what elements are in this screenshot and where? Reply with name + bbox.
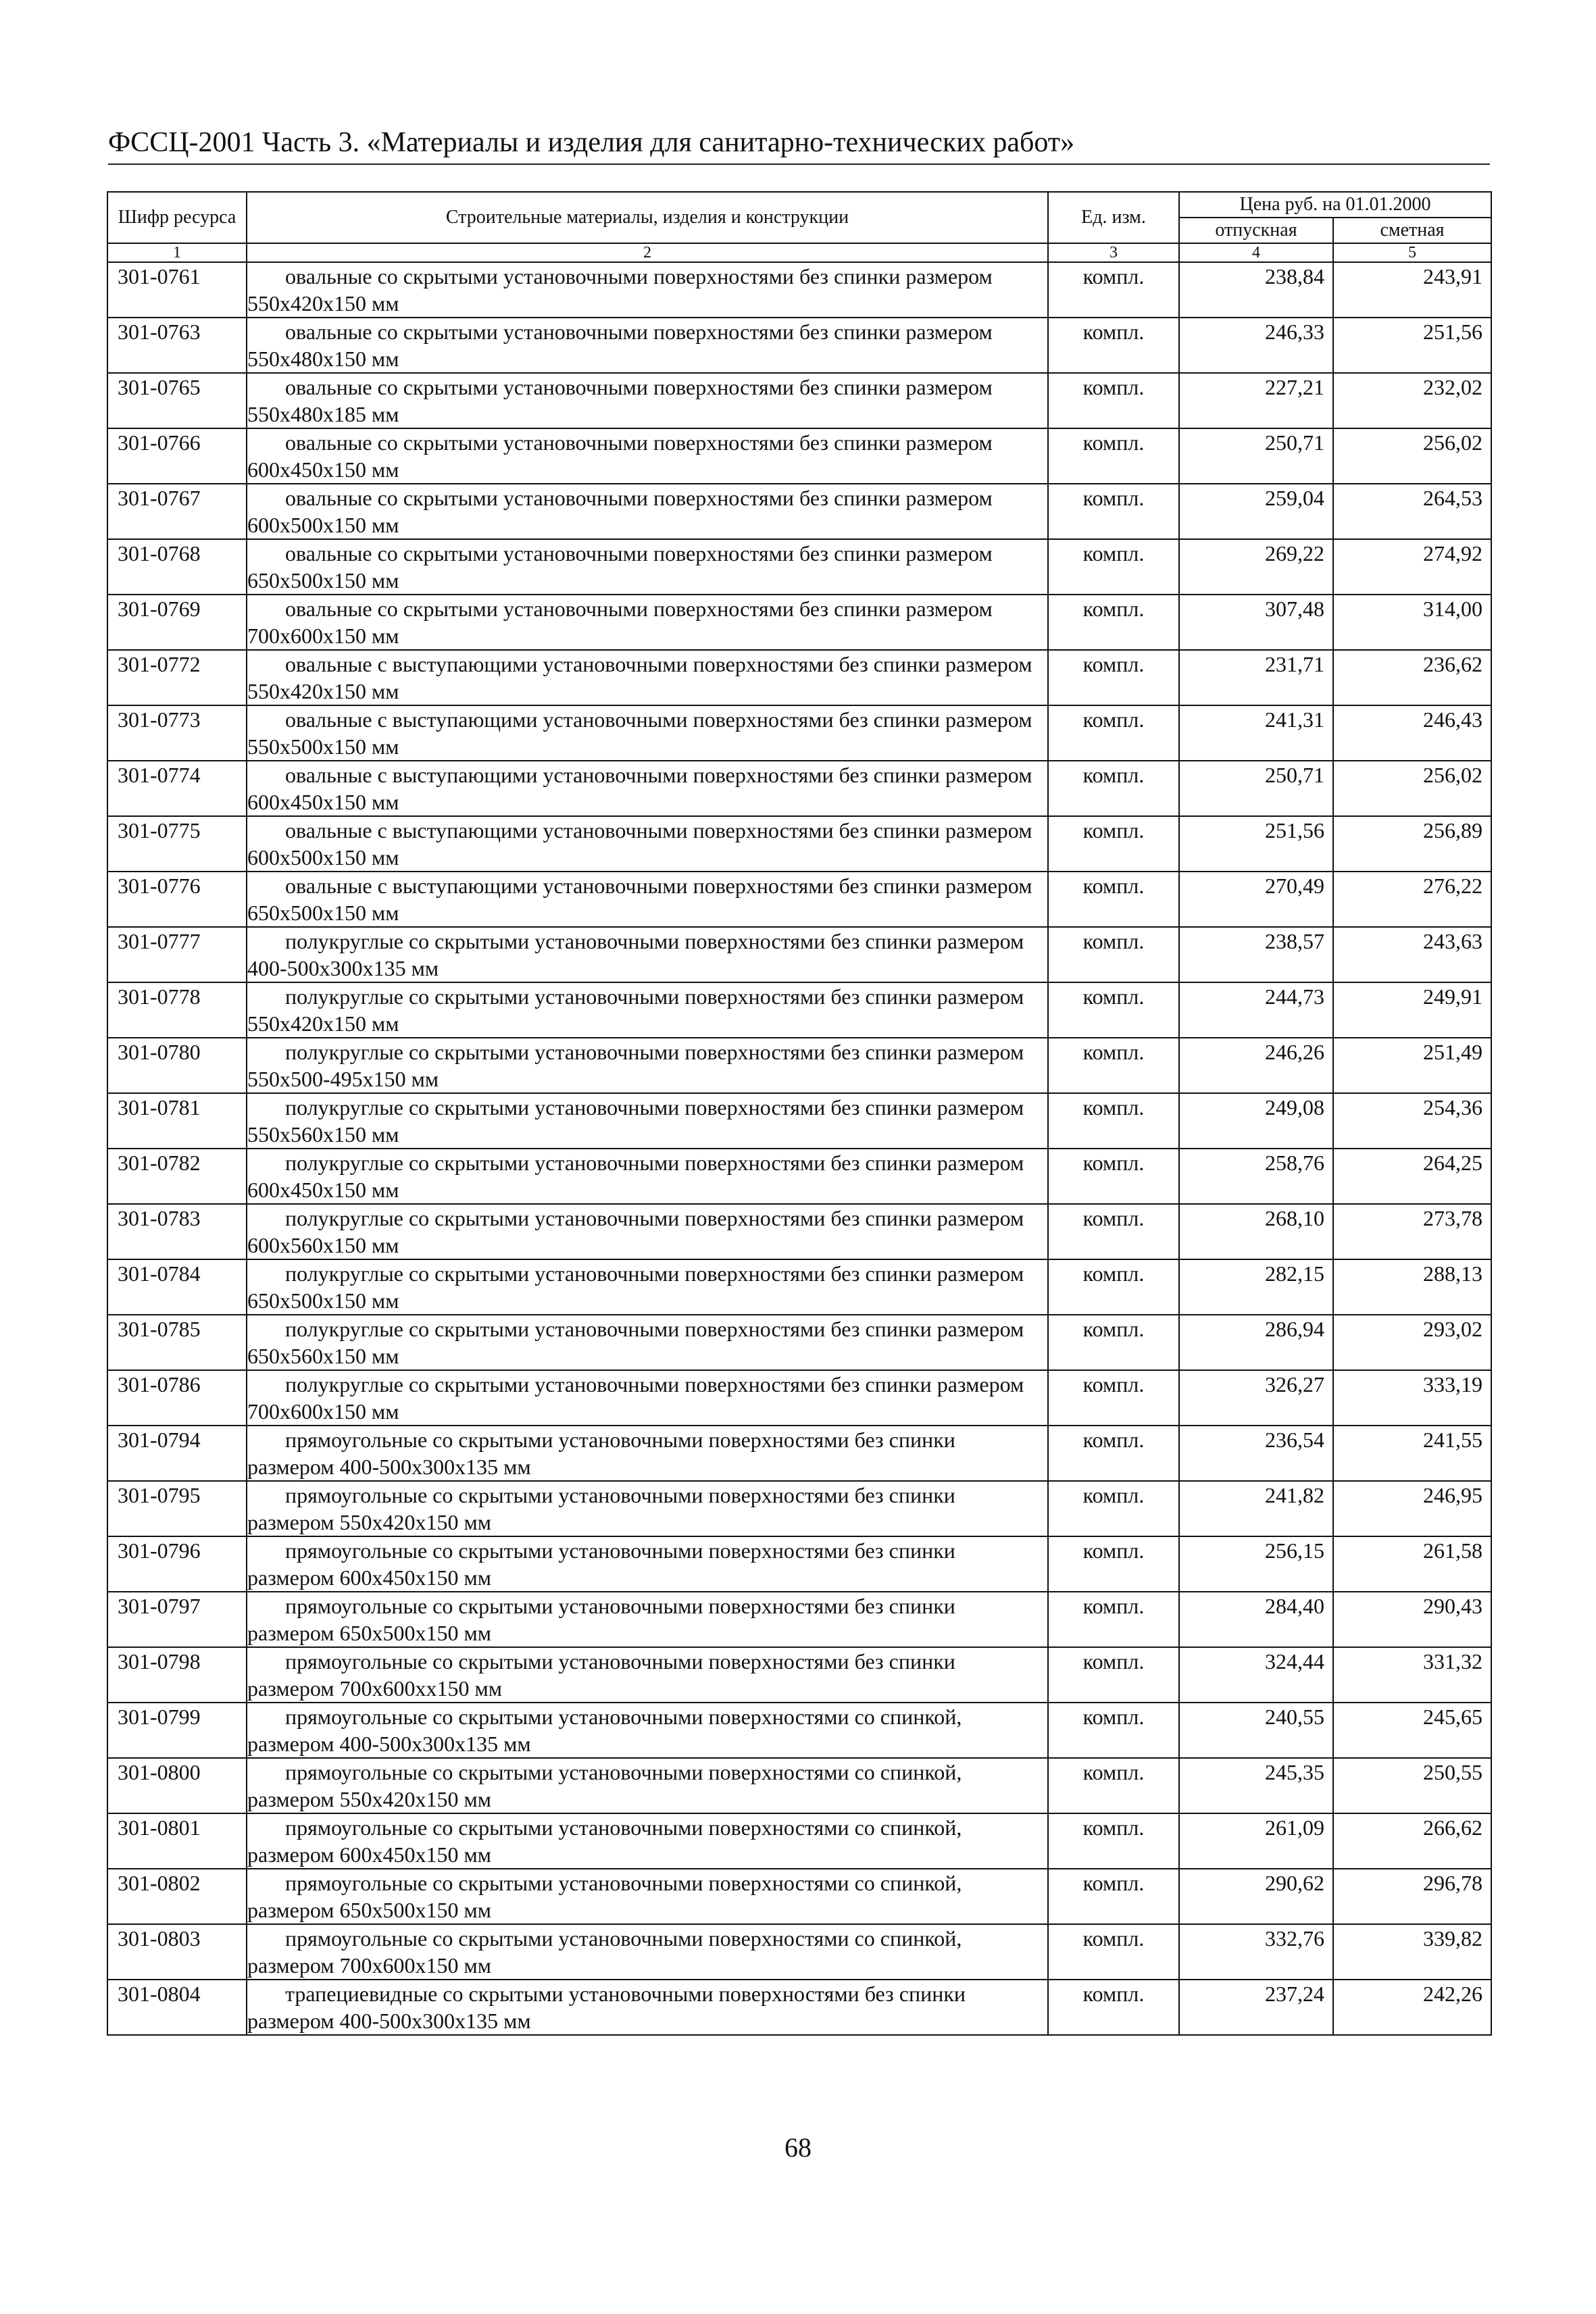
description-text: овальные с выступающими установочными поверхностями без спинки размером 550x500x150 мм	[247, 707, 1032, 759]
header-divider	[108, 164, 1490, 165]
estimate-price: 242,26	[1333, 1980, 1491, 2035]
unit-of-measure: компл.	[1048, 595, 1179, 650]
release-price: 282,15	[1179, 1259, 1333, 1315]
estimate-price: 339,82	[1333, 1924, 1491, 1980]
table-body	[107, 262, 1491, 2035]
resource-description	[247, 705, 1048, 761]
resource-description	[247, 650, 1048, 705]
unit-of-measure: компл.	[1048, 1592, 1179, 1647]
estimate-price: 256,02	[1333, 428, 1491, 484]
resource-description	[247, 1481, 1048, 1536]
estimate-price: 273,78	[1333, 1204, 1491, 1259]
unit-of-measure: компл.	[1048, 1813, 1179, 1869]
table-row	[107, 1259, 1491, 1315]
estimate-price: 243,91	[1333, 262, 1491, 318]
resource-description	[247, 373, 1048, 428]
description-text: овальные с выступающими установочными поверхностями без спинки размером 600x450x150 мм	[247, 763, 1032, 814]
estimate-price: 331,32	[1333, 1647, 1491, 1703]
resource-code: 301-0795	[107, 1481, 247, 1536]
resource-code: 301-0796	[107, 1536, 247, 1592]
release-price: 241,82	[1179, 1481, 1333, 1536]
resource-description	[247, 1703, 1048, 1758]
estimate-price: 254,36	[1333, 1093, 1491, 1149]
table-row	[107, 539, 1491, 595]
description-text: прямоугольные со скрытыми установочными поверхностями без спинки размером 600x450x150 мм	[247, 1538, 955, 1590]
resource-description	[247, 1204, 1048, 1259]
unit-of-measure: компл.	[1048, 1869, 1179, 1924]
release-price: 269,22	[1179, 539, 1333, 595]
unit-of-measure: компл.	[1048, 816, 1179, 872]
unit-of-measure: компл.	[1048, 1536, 1179, 1592]
description-text: прямоугольные со скрытыми установочными поверхностями со спинкой, размером 600x450x150 мм	[247, 1815, 962, 1867]
release-price: 231,71	[1179, 650, 1333, 705]
resource-description	[247, 539, 1048, 595]
table-row	[107, 1315, 1491, 1370]
resource-code: 301-0766	[107, 428, 247, 484]
description-text: прямоугольные со скрытыми установочными поверхностями со спинкой, размером 550x420x150 мм	[247, 1760, 962, 1811]
header-release-price: отпускная	[1179, 218, 1333, 243]
resource-description	[247, 1038, 1048, 1093]
release-price: 227,21	[1179, 373, 1333, 428]
unit-of-measure: компл.	[1048, 428, 1179, 484]
estimate-price: 276,22	[1333, 872, 1491, 927]
resource-description	[247, 1259, 1048, 1315]
unit-of-measure: компл.	[1048, 1481, 1179, 1536]
release-price: 246,26	[1179, 1038, 1333, 1093]
resource-code: 301-0767	[107, 484, 247, 539]
estimate-price: 314,00	[1333, 595, 1491, 650]
release-price: 261,09	[1179, 1813, 1333, 1869]
resource-code: 301-0794	[107, 1426, 247, 1481]
description-text: овальные с выступающими установочными поверхностями без спинки размером 650x500x150 мм	[247, 874, 1032, 925]
description-text: прямоугольные со скрытыми установочными поверхностями со спинкой, размером 700x600x150 мм	[247, 1926, 962, 1978]
resource-description	[247, 1426, 1048, 1481]
table-row	[107, 1536, 1491, 1592]
table-row	[107, 705, 1491, 761]
resource-code: 301-0763	[107, 318, 247, 373]
unit-of-measure: компл.	[1048, 705, 1179, 761]
release-price: 256,15	[1179, 1536, 1333, 1592]
description-text: трапециевидные со скрытыми установочными поверхностями без спинки размером 400-500x300x135 мм	[247, 1982, 966, 2033]
description-text: прямоугольные со скрытыми установочными поверхностями со спинкой, размером 650x500x150 мм	[247, 1871, 962, 1922]
release-price: 326,27	[1179, 1370, 1333, 1426]
resource-code: 301-0768	[107, 539, 247, 595]
description-text: полукруглые со скрытыми установочными поверхностями без спинки размером 600x560x150 мм	[247, 1206, 1024, 1257]
description-text: прямоугольные со скрытыми установочными поверхностями без спинки размером 700x600xx150 мм	[247, 1649, 955, 1701]
table-row	[107, 1149, 1491, 1204]
unit-of-measure: компл.	[1048, 927, 1179, 982]
description-text: полукруглые со скрытыми установочными поверхностями без спинки размером 700x600x150 мм	[247, 1372, 1024, 1424]
resource-code: 301-0775	[107, 816, 247, 872]
table-row	[107, 484, 1491, 539]
release-price: 286,94	[1179, 1315, 1333, 1370]
release-price: 251,56	[1179, 816, 1333, 872]
estimate-price: 249,91	[1333, 982, 1491, 1038]
estimate-price: 251,49	[1333, 1038, 1491, 1093]
resource-code: 301-0761	[107, 262, 247, 318]
resource-description	[247, 1370, 1048, 1426]
estimate-price: 246,43	[1333, 705, 1491, 761]
unit-of-measure: компл.	[1048, 1093, 1179, 1149]
header-unit: Ед. изм.	[1048, 192, 1179, 243]
resource-code: 301-0784	[107, 1259, 247, 1315]
resource-code: 301-0769	[107, 595, 247, 650]
description-text: полукруглые со скрытыми установочными поверхностями без спинки размером 650x500x150 мм	[247, 1261, 1024, 1313]
price-table	[107, 191, 1492, 2036]
table-row	[107, 428, 1491, 484]
table-row	[107, 1093, 1491, 1149]
table-row	[107, 1481, 1491, 1536]
table-row	[107, 816, 1491, 872]
column-number: 2	[247, 243, 1048, 262]
column-number: 3	[1048, 243, 1179, 262]
estimate-price: 288,13	[1333, 1259, 1491, 1315]
description-text: полукруглые со скрытыми установочными поверхностями без спинки размером 550x500-495x150 мм	[247, 1040, 1024, 1091]
release-price: 307,48	[1179, 595, 1333, 650]
release-price: 324,44	[1179, 1647, 1333, 1703]
resource-code: 301-0802	[107, 1869, 247, 1924]
release-price: 237,24	[1179, 1980, 1333, 2035]
unit-of-measure: компл.	[1048, 761, 1179, 816]
estimate-price: 293,02	[1333, 1315, 1491, 1370]
estimate-price: 232,02	[1333, 373, 1491, 428]
unit-of-measure: компл.	[1048, 982, 1179, 1038]
description-text: овальные со скрытыми установочными поверхностями без спинки размером 550x420x150 мм	[247, 264, 993, 316]
description-text: овальные с выступающими установочными поверхностями без спинки размером 550x420x150 мм	[247, 652, 1032, 703]
resource-description	[247, 1980, 1048, 2035]
resource-description	[247, 816, 1048, 872]
table-row	[107, 1370, 1491, 1426]
release-price: 244,73	[1179, 982, 1333, 1038]
description-text: овальные с выступающими установочными поверхностями без спинки размером 600x500x150 мм	[247, 818, 1032, 870]
release-price: 245,35	[1179, 1758, 1333, 1813]
description-text: овальные со скрытыми установочными поверхностями без спинки размером 600x500x150 мм	[247, 486, 993, 537]
resource-description	[247, 1093, 1048, 1149]
resource-description	[247, 1536, 1048, 1592]
resource-code: 301-0798	[107, 1647, 247, 1703]
unit-of-measure: компл.	[1048, 1149, 1179, 1204]
resource-description	[247, 927, 1048, 982]
release-price: 284,40	[1179, 1592, 1333, 1647]
description-text: овальные со скрытыми установочными поверхностями без спинки размером 600x450x150 мм	[247, 430, 993, 482]
release-price: 250,71	[1179, 428, 1333, 484]
release-price: 250,71	[1179, 761, 1333, 816]
release-price: 249,08	[1179, 1093, 1333, 1149]
resource-code: 301-0776	[107, 872, 247, 927]
table-row	[107, 1647, 1491, 1703]
resource-description	[247, 1315, 1048, 1370]
table-row	[107, 927, 1491, 982]
description-text: прямоугольные со скрытыми установочными поверхностями со спинкой, размером 400-500x300x135 мм	[247, 1705, 962, 1756]
description-text: полукруглые со скрытыми установочными поверхностями без спинки размером 550x420x150 мм	[247, 984, 1024, 1036]
table-row	[107, 373, 1491, 428]
table-row	[107, 1038, 1491, 1093]
estimate-price: 264,25	[1333, 1149, 1491, 1204]
estimate-price: 274,92	[1333, 539, 1491, 595]
estimate-price: 264,53	[1333, 484, 1491, 539]
column-number: 5	[1333, 243, 1491, 262]
resource-description	[247, 318, 1048, 373]
estimate-price: 256,89	[1333, 816, 1491, 872]
release-price: 268,10	[1179, 1204, 1333, 1259]
unit-of-measure: компл.	[1048, 1259, 1179, 1315]
estimate-price: 245,65	[1333, 1703, 1491, 1758]
unit-of-measure: компл.	[1048, 872, 1179, 927]
column-number: 4	[1179, 243, 1333, 262]
resource-description	[247, 982, 1048, 1038]
unit-of-measure: компл.	[1048, 1370, 1179, 1426]
resource-code: 301-0780	[107, 1038, 247, 1093]
unit-of-measure: компл.	[1048, 373, 1179, 428]
unit-of-measure: компл.	[1048, 1980, 1179, 2035]
resource-code: 301-0799	[107, 1703, 247, 1758]
release-price: 241,31	[1179, 705, 1333, 761]
unit-of-measure: компл.	[1048, 1758, 1179, 1813]
header-price: Цена руб. на 01.01.2000	[1179, 192, 1491, 218]
resource-description	[247, 1647, 1048, 1703]
unit-of-measure: компл.	[1048, 1703, 1179, 1758]
resource-code: 301-0772	[107, 650, 247, 705]
estimate-price: 243,63	[1333, 927, 1491, 982]
unit-of-measure: компл.	[1048, 650, 1179, 705]
estimate-price: 333,19	[1333, 1370, 1491, 1426]
description-text: прямоугольные со скрытыми установочными поверхностями без спинки размером 650x500x150 мм	[247, 1594, 955, 1645]
release-price: 258,76	[1179, 1149, 1333, 1204]
table-row	[107, 262, 1491, 318]
description-text: полукруглые со скрытыми установочными поверхностями без спинки размером 650x560x150 мм	[247, 1317, 1024, 1368]
resource-description	[247, 1813, 1048, 1869]
estimate-price: 250,55	[1333, 1758, 1491, 1813]
resource-code: 301-0785	[107, 1315, 247, 1370]
resource-code: 301-0773	[107, 705, 247, 761]
unit-of-measure: компл.	[1048, 318, 1179, 373]
page-header-title: ФССЦ-2001 Часть 3. «Материалы и изделия для санитарно-технических работ»	[108, 127, 1075, 158]
table-row	[107, 1813, 1491, 1869]
resource-code: 301-0782	[107, 1149, 247, 1204]
resource-description	[247, 428, 1048, 484]
resource-description	[247, 1592, 1048, 1647]
header-code: Шифр ресурса	[107, 192, 247, 243]
release-price: 332,76	[1179, 1924, 1333, 1980]
unit-of-measure: компл.	[1048, 1315, 1179, 1370]
resource-description	[247, 1869, 1048, 1924]
resource-description	[247, 595, 1048, 650]
estimate-price: 290,43	[1333, 1592, 1491, 1647]
release-price: 246,33	[1179, 318, 1333, 373]
resource-code: 301-0781	[107, 1093, 247, 1149]
description-text: полукруглые со скрытыми установочными поверхностями без спинки размером 400-500x300x135 мм	[247, 929, 1024, 980]
table-row	[107, 761, 1491, 816]
table-row	[107, 872, 1491, 927]
unit-of-measure: компл.	[1048, 1426, 1179, 1481]
description-text: полукруглые со скрытыми установочными поверхностями без спинки размером 600x450x150 мм	[247, 1151, 1024, 1202]
resource-code: 301-0774	[107, 761, 247, 816]
unit-of-measure: компл.	[1048, 1204, 1179, 1259]
resource-code: 301-0765	[107, 373, 247, 428]
table-row	[107, 595, 1491, 650]
resource-description	[247, 872, 1048, 927]
description-text: овальные со скрытыми установочными поверхностями без спинки размером 550x480x185 мм	[247, 375, 993, 426]
description-text: прямоугольные со скрытыми установочными поверхностями без спинки размером 550x420x150 мм	[247, 1483, 955, 1534]
resource-code: 301-0801	[107, 1813, 247, 1869]
unit-of-measure: компл.	[1048, 1038, 1179, 1093]
header-estimate-price: сметная	[1333, 218, 1491, 243]
table-row	[107, 1592, 1491, 1647]
table-row	[107, 318, 1491, 373]
estimate-price: 251,56	[1333, 318, 1491, 373]
description-text: полукруглые со скрытыми установочными поверхностями без спинки размером 550x560x150 мм	[247, 1095, 1024, 1147]
resource-description	[247, 262, 1048, 318]
resource-code: 301-0797	[107, 1592, 247, 1647]
resource-code: 301-0777	[107, 927, 247, 982]
resource-description	[247, 1149, 1048, 1204]
release-price: 236,54	[1179, 1426, 1333, 1481]
resource-code: 301-0786	[107, 1370, 247, 1426]
column-number: 1	[107, 243, 247, 262]
resource-description	[247, 1758, 1048, 1813]
resource-code: 301-0804	[107, 1980, 247, 2035]
resource-description	[247, 761, 1048, 816]
release-price: 238,84	[1179, 262, 1333, 318]
description-text: прямоугольные со скрытыми установочными поверхностями без спинки размером 400-500x300x135 мм	[247, 1428, 955, 1479]
release-price: 259,04	[1179, 484, 1333, 539]
release-price: 290,62	[1179, 1869, 1333, 1924]
resource-code: 301-0800	[107, 1758, 247, 1813]
description-text: овальные со скрытыми установочными поверхностями без спинки размером 700x600x150 мм	[247, 597, 993, 648]
unit-of-measure: компл.	[1048, 1647, 1179, 1703]
release-price: 240,55	[1179, 1703, 1333, 1758]
resource-description	[247, 484, 1048, 539]
table-row	[107, 1924, 1491, 1980]
page-number: 68	[784, 2132, 812, 2163]
estimate-price: 296,78	[1333, 1869, 1491, 1924]
estimate-price: 261,58	[1333, 1536, 1491, 1592]
resource-code: 301-0783	[107, 1204, 247, 1259]
estimate-price: 246,95	[1333, 1481, 1491, 1536]
unit-of-measure: компл.	[1048, 1924, 1179, 1980]
table-row	[107, 1758, 1491, 1813]
table-row	[107, 1703, 1491, 1758]
table-row	[107, 1204, 1491, 1259]
estimate-price: 241,55	[1333, 1426, 1491, 1481]
resource-description	[247, 1924, 1048, 1980]
description-text: овальные со скрытыми установочными поверхностями без спинки размером 550x480x150 мм	[247, 320, 993, 371]
unit-of-measure: компл.	[1048, 484, 1179, 539]
unit-of-measure: компл.	[1048, 262, 1179, 318]
resource-code: 301-0803	[107, 1924, 247, 1980]
header-description: Строительные материалы, изделия и конструкции	[247, 192, 1048, 243]
table-row	[107, 650, 1491, 705]
estimate-price: 256,02	[1333, 761, 1491, 816]
estimate-price: 266,62	[1333, 1813, 1491, 1869]
estimate-price: 236,62	[1333, 650, 1491, 705]
table-row	[107, 1980, 1491, 2035]
unit-of-measure: компл.	[1048, 539, 1179, 595]
table-row	[107, 1426, 1491, 1481]
release-price: 270,49	[1179, 872, 1333, 927]
table-row	[107, 1869, 1491, 1924]
description-text: овальные со скрытыми установочными поверхностями без спинки размером 650x500x150 мм	[247, 541, 993, 593]
resource-code: 301-0778	[107, 982, 247, 1038]
table-row	[107, 982, 1491, 1038]
release-price: 238,57	[1179, 927, 1333, 982]
